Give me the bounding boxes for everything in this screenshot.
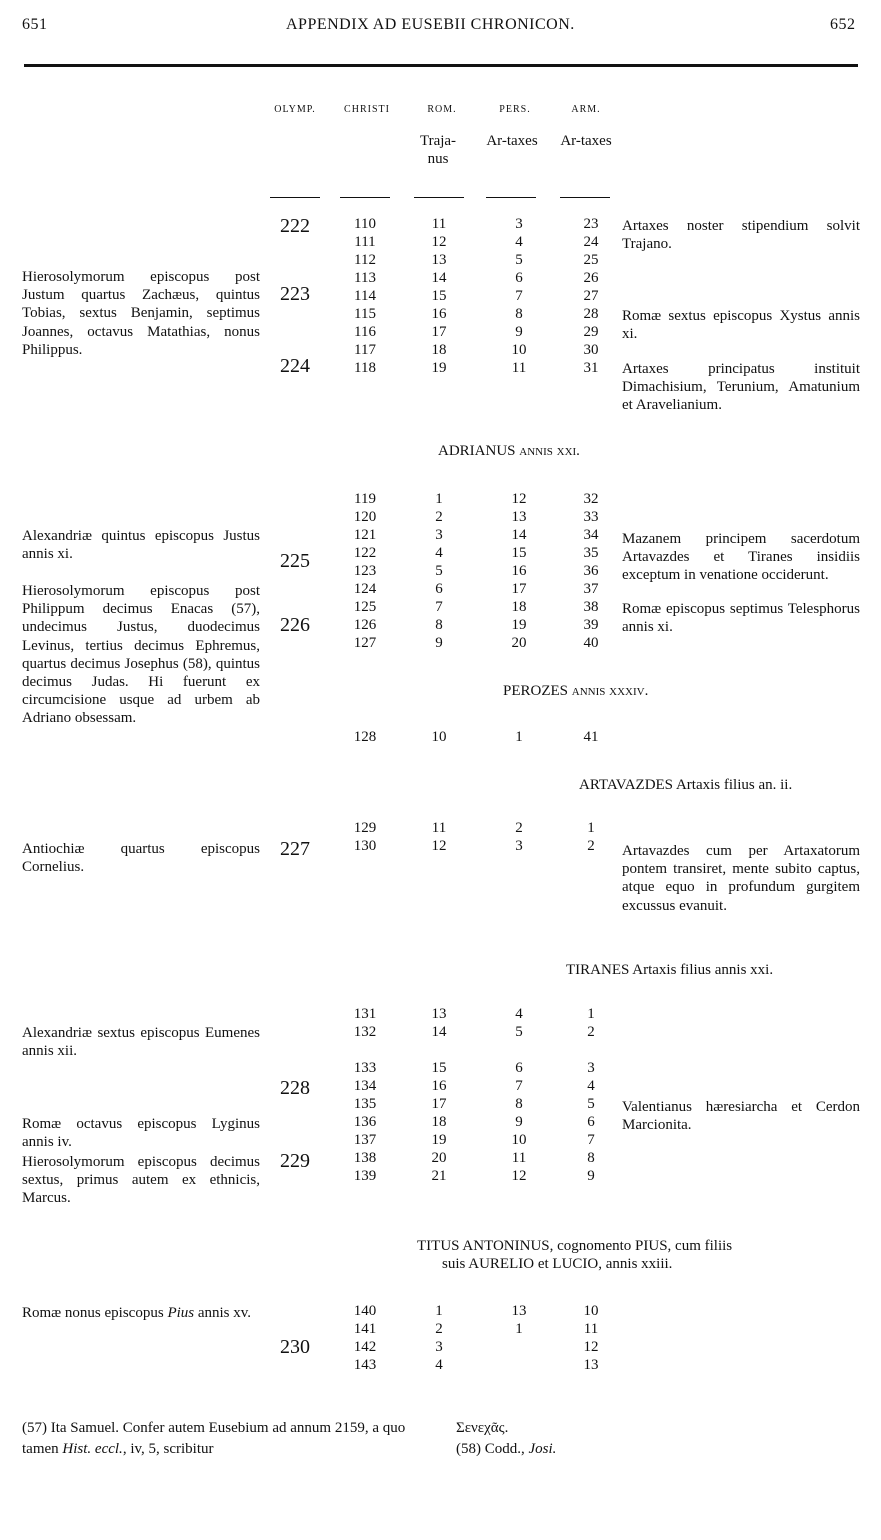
cell-christi: 141 xyxy=(353,1321,377,1337)
note-romae-8: Romæ octavus episcopus Lyginus annis iv. xyxy=(22,1116,260,1151)
cell-christi: 123 xyxy=(353,563,377,579)
cell-rom: 14 xyxy=(431,270,447,286)
olympiad-number: 227 xyxy=(280,838,310,860)
cell-pers: 11 xyxy=(511,1150,527,1166)
note-romae-9 xyxy=(22,1304,260,1322)
cell-christi: 134 xyxy=(353,1078,377,1094)
reign-duration: Artaxis filius an. ii. xyxy=(675,777,793,793)
olympiad-number: 225 xyxy=(280,550,310,572)
note-text: Romæ nonus episcopus xyxy=(22,1305,164,1321)
cell-christi: 131 xyxy=(353,1006,377,1022)
cell-christi: 113 xyxy=(354,270,376,286)
reign-duration: annis xxxiv. xyxy=(571,683,649,699)
cell-pers: 13 xyxy=(511,1303,527,1319)
olympiad-number: 224 xyxy=(280,355,310,377)
cell-rom: 12 xyxy=(431,234,447,250)
cell-christi: 132 xyxy=(353,1024,377,1040)
col-head-christi: CHRISTI xyxy=(344,104,390,115)
cell-rom: 2 xyxy=(435,1321,443,1337)
reign-heading-titus-cont: suis AURELIO et LUCIO, annis xxiii. xyxy=(442,1256,673,1272)
col-head-olymp: OLYMP. xyxy=(274,104,316,115)
note-alexandriae-2: Alexandriæ sextus episcopus Eumenes annis xii. xyxy=(22,1025,260,1060)
cell-arm: 38 xyxy=(583,599,599,615)
cell-pers: 12 xyxy=(511,1168,527,1184)
cell-arm: 41 xyxy=(583,729,599,745)
note-text: annis xv. xyxy=(197,1305,252,1321)
reign-duration: Artaxis filius annis xxi. xyxy=(632,962,774,978)
cell-pers: 13 xyxy=(511,509,527,525)
reign-heading-adrianus xyxy=(438,443,580,460)
cell-rom: 18 xyxy=(431,1114,447,1130)
cell-pers: 12 xyxy=(511,491,527,507)
olympiad-number: 228 xyxy=(280,1077,310,1099)
footnote-57 xyxy=(22,1418,432,1460)
cell-arm: 11 xyxy=(583,1321,599,1337)
cell-pers: 8 xyxy=(515,306,523,322)
cell-christi: 143 xyxy=(353,1357,377,1373)
footnote-text: (57) Ita Samuel. Confer autem Eusebium ad annum 2159, a quo tamen xyxy=(22,1420,406,1457)
reign-heading-tiranes xyxy=(566,962,773,979)
cell-rom: 17 xyxy=(431,1096,447,1112)
note-alexandriae-1: Alexandriæ quintus episcopus Justus annis xi. xyxy=(22,528,260,563)
cell-christi: 125 xyxy=(353,599,377,615)
cell-arm: 4 xyxy=(587,1078,595,1094)
cell-rom: 6 xyxy=(435,581,443,597)
cell-arm: 7 xyxy=(587,1132,595,1148)
cell-christi: 117 xyxy=(354,342,376,358)
cell-christi: 137 xyxy=(353,1132,377,1148)
cell-christi: 122 xyxy=(353,545,377,561)
cell-christi: 116 xyxy=(354,324,376,340)
cell-christi: 115 xyxy=(354,306,376,322)
cell-christi: 138 xyxy=(353,1150,377,1166)
cell-rom: 11 xyxy=(431,216,447,232)
olympiad-number: 226 xyxy=(280,614,310,636)
cell-pers: 3 xyxy=(515,216,523,232)
cell-rom: 3 xyxy=(435,1339,443,1355)
cell-pers: 5 xyxy=(515,1024,523,1040)
cell-pers: 5 xyxy=(515,252,523,268)
cell-arm: 32 xyxy=(583,491,599,507)
cell-pers: 7 xyxy=(515,288,523,304)
cell-pers: 1 xyxy=(515,729,523,745)
cell-arm: 3 xyxy=(587,1060,595,1076)
footnote-text: (58) Codd., xyxy=(456,1441,525,1457)
cell-christi: 124 xyxy=(353,581,377,597)
header-rule xyxy=(24,64,858,67)
cell-rom: 21 xyxy=(431,1168,447,1184)
cell-arm: 13 xyxy=(583,1357,599,1373)
cell-arm: 1 xyxy=(587,1006,595,1022)
cell-pers: 19 xyxy=(511,617,527,633)
col-rule xyxy=(486,197,536,198)
cell-arm: 8 xyxy=(587,1150,595,1166)
cell-arm: 31 xyxy=(583,360,599,376)
cell-rom: 13 xyxy=(431,252,447,268)
reign-name: ADRIANUS xyxy=(438,443,516,459)
cell-christi: 130 xyxy=(353,838,377,854)
cell-arm: 28 xyxy=(583,306,599,322)
cell-pers: 20 xyxy=(511,635,527,651)
cell-christi: 110 xyxy=(354,216,376,232)
cell-pers: 8 xyxy=(515,1096,523,1112)
note-romae-6: Romæ sextus episcopus Xystus annis xi. xyxy=(622,308,860,343)
cell-pers: 15 xyxy=(511,545,527,561)
cell-rom: 11 xyxy=(431,820,447,836)
cell-pers: 1 xyxy=(515,1321,523,1337)
cell-pers: 2 xyxy=(515,820,523,836)
olympiad-number: 229 xyxy=(280,1150,310,1172)
cell-rom: 1 xyxy=(435,491,443,507)
cell-pers: 3 xyxy=(515,838,523,854)
note-hierosolymorum-2: Hierosolymorum episcopus post Philippum decimus Enacas (57), undecimus Justus, duodecimus Levinus, tertius decimus Ephremus, quartus decimus Josephus (58), quintus decimus Judas. Hi fuerunt ex circumcisione usque ad urbem ab Adriano obsessam. xyxy=(22,583,260,727)
olympiad-number: 223 xyxy=(280,283,310,305)
cell-pers: 7 xyxy=(515,1078,523,1094)
cell-arm: 12 xyxy=(583,1339,599,1355)
note-valentianus: Valentianus hæresiarcha et Cerdon Marcionita. xyxy=(622,1099,860,1134)
cell-arm: 37 xyxy=(583,581,599,597)
cell-pers: 4 xyxy=(515,234,523,250)
note-antiochiae: Antiochiæ quartus episcopus Cornelius. xyxy=(22,841,260,876)
footnote-italic: Josi. xyxy=(528,1441,557,1457)
cell-christi: 118 xyxy=(354,360,376,376)
cell-pers: 14 xyxy=(511,527,527,543)
cell-christi: 114 xyxy=(354,288,376,304)
footnote-text: , iv, 5, scribitur xyxy=(122,1441,214,1457)
cell-arm: 40 xyxy=(583,635,599,651)
cell-rom: 3 xyxy=(435,527,443,543)
cell-pers: 9 xyxy=(515,1114,523,1130)
cell-christi: 142 xyxy=(353,1339,377,1355)
cell-arm: 2 xyxy=(587,1024,595,1040)
cell-rom: 19 xyxy=(431,360,447,376)
col-name-rom: Traja-nus xyxy=(419,133,457,167)
cell-pers: 10 xyxy=(511,1132,527,1148)
cell-christi: 129 xyxy=(353,820,377,836)
cell-arm: 2 xyxy=(587,838,595,854)
cell-pers: 11 xyxy=(511,360,527,376)
cell-christi: 120 xyxy=(353,509,377,525)
note-hierosolymorum-1: Hierosolymorum episcopus post Justum quartus Zachæus, quintus Tobias, sextus Benjamin, septimus Joannes, octavus Matathias, nonus Philippus. xyxy=(22,269,260,358)
cell-rom: 1 xyxy=(435,1303,443,1319)
cell-arm: 25 xyxy=(583,252,599,268)
reign-duration: annis xxi. xyxy=(519,443,580,459)
col-rule xyxy=(340,197,390,198)
cell-rom: 19 xyxy=(431,1132,447,1148)
cell-pers: 6 xyxy=(515,1060,523,1076)
cell-christi: 111 xyxy=(354,234,376,250)
cell-christi: 136 xyxy=(353,1114,377,1130)
note-name-italic: Pius xyxy=(167,1305,195,1321)
reign-name: PEROZES xyxy=(503,683,569,699)
reign-name: TIRANES xyxy=(566,962,630,978)
col-head-arm: ARM. xyxy=(571,104,601,115)
cell-christi: 135 xyxy=(353,1096,377,1112)
cell-arm: 36 xyxy=(583,563,599,579)
cell-pers: 10 xyxy=(511,342,527,358)
cell-pers: 9 xyxy=(515,324,523,340)
greek-word: Σενεχᾶς. xyxy=(456,1420,509,1436)
col-name-pers: Ar-taxes xyxy=(486,133,538,149)
cell-rom: 4 xyxy=(435,1357,443,1373)
col-head-pers: PERS. xyxy=(499,104,531,115)
cell-pers: 17 xyxy=(511,581,527,597)
cell-arm: 9 xyxy=(587,1168,595,1184)
col-rule xyxy=(270,197,320,198)
cell-arm: 29 xyxy=(583,324,599,340)
cell-christi: 121 xyxy=(353,527,377,543)
cell-rom: 15 xyxy=(431,288,447,304)
cell-christi: 126 xyxy=(353,617,377,633)
cell-rom: 16 xyxy=(431,1078,447,1094)
col-name-arm: Ar-taxes xyxy=(560,133,612,149)
note-artavazdes: Artavazdes cum per Artaxatorum pontem transiret, mente subito captus, atque equo in profundum gurgitem excussus evanuit. xyxy=(622,843,860,914)
running-title: APPENDIX AD EUSEBII CHRONICON. xyxy=(286,16,575,33)
olympiad-number: 222 xyxy=(280,215,310,237)
cell-christi: 128 xyxy=(353,729,377,745)
note-mazanem: Mazanem principem sacerdotum Artavazdes et Tiranes insidiis exceptum in venatione occiderunt. xyxy=(622,531,860,584)
col-rule xyxy=(414,197,464,198)
cell-arm: 30 xyxy=(583,342,599,358)
note-artaxes-2: Artaxes principatus instituit Dimachisium, Terunium, Amatunium et Aravelianium. xyxy=(622,361,860,414)
cell-pers: 4 xyxy=(515,1006,523,1022)
cell-rom: 10 xyxy=(431,729,447,745)
cell-arm: 34 xyxy=(583,527,599,543)
cell-rom: 15 xyxy=(431,1060,447,1076)
cell-christi: 112 xyxy=(354,252,376,268)
cell-arm: 27 xyxy=(583,288,599,304)
cell-christi: 127 xyxy=(353,635,377,651)
cell-arm: 5 xyxy=(587,1096,595,1112)
cell-christi: 133 xyxy=(353,1060,377,1076)
cell-christi: 139 xyxy=(353,1168,377,1184)
cell-rom: 2 xyxy=(435,509,443,525)
cell-arm: 33 xyxy=(583,509,599,525)
cell-rom: 12 xyxy=(431,838,447,854)
cell-rom: 14 xyxy=(431,1024,447,1040)
note-hierosolymorum-3: Hierosolymorum episcopus decimus sextus, primus autem ex ethnicis, Marcus. xyxy=(22,1154,260,1207)
cell-arm: 24 xyxy=(583,234,599,250)
cell-rom: 16 xyxy=(431,306,447,322)
cell-rom: 8 xyxy=(435,617,443,633)
cell-arm: 10 xyxy=(583,1303,599,1319)
footnote-italic: Hist. eccl. xyxy=(62,1441,123,1457)
cell-rom: 4 xyxy=(435,545,443,561)
reign-name: ARTAVAZDES xyxy=(579,777,674,793)
cell-rom: 17 xyxy=(431,324,447,340)
note-artaxes-1: Artaxes noster stipendium solvit Trajano. xyxy=(622,218,860,253)
reign-heading-perozes xyxy=(503,683,648,700)
col-head-rom: ROM. xyxy=(427,104,457,115)
olympiad-number: 230 xyxy=(280,1336,310,1358)
cell-arm: 6 xyxy=(587,1114,595,1130)
cell-rom: 5 xyxy=(435,563,443,579)
page-number-left: 651 xyxy=(22,16,48,33)
cell-rom: 20 xyxy=(431,1150,447,1166)
cell-rom: 9 xyxy=(435,635,443,651)
cell-christi: 140 xyxy=(353,1303,377,1319)
cell-rom: 18 xyxy=(431,342,447,358)
footnote-greek-and-58 xyxy=(456,1418,656,1460)
cell-arm: 23 xyxy=(583,216,599,232)
cell-pers: 18 xyxy=(511,599,527,615)
reign-heading-titus: TITUS ANTONINUS, cognomento PIUS, cum filiis xyxy=(417,1238,733,1254)
reign-heading-artavazdes xyxy=(579,777,792,794)
cell-christi: 119 xyxy=(354,491,376,507)
cell-pers: 16 xyxy=(511,563,527,579)
cell-arm: 39 xyxy=(583,617,599,633)
cell-arm: 1 xyxy=(587,820,595,836)
cell-pers: 6 xyxy=(515,270,523,286)
page-number-right: 652 xyxy=(830,16,856,33)
cell-arm: 35 xyxy=(583,545,599,561)
cell-rom: 7 xyxy=(435,599,443,615)
cell-arm: 26 xyxy=(583,270,599,286)
cell-rom: 13 xyxy=(431,1006,447,1022)
col-rule xyxy=(560,197,610,198)
note-romae-7: Romæ episcopus septimus Telesphorus annis xi. xyxy=(622,601,860,636)
